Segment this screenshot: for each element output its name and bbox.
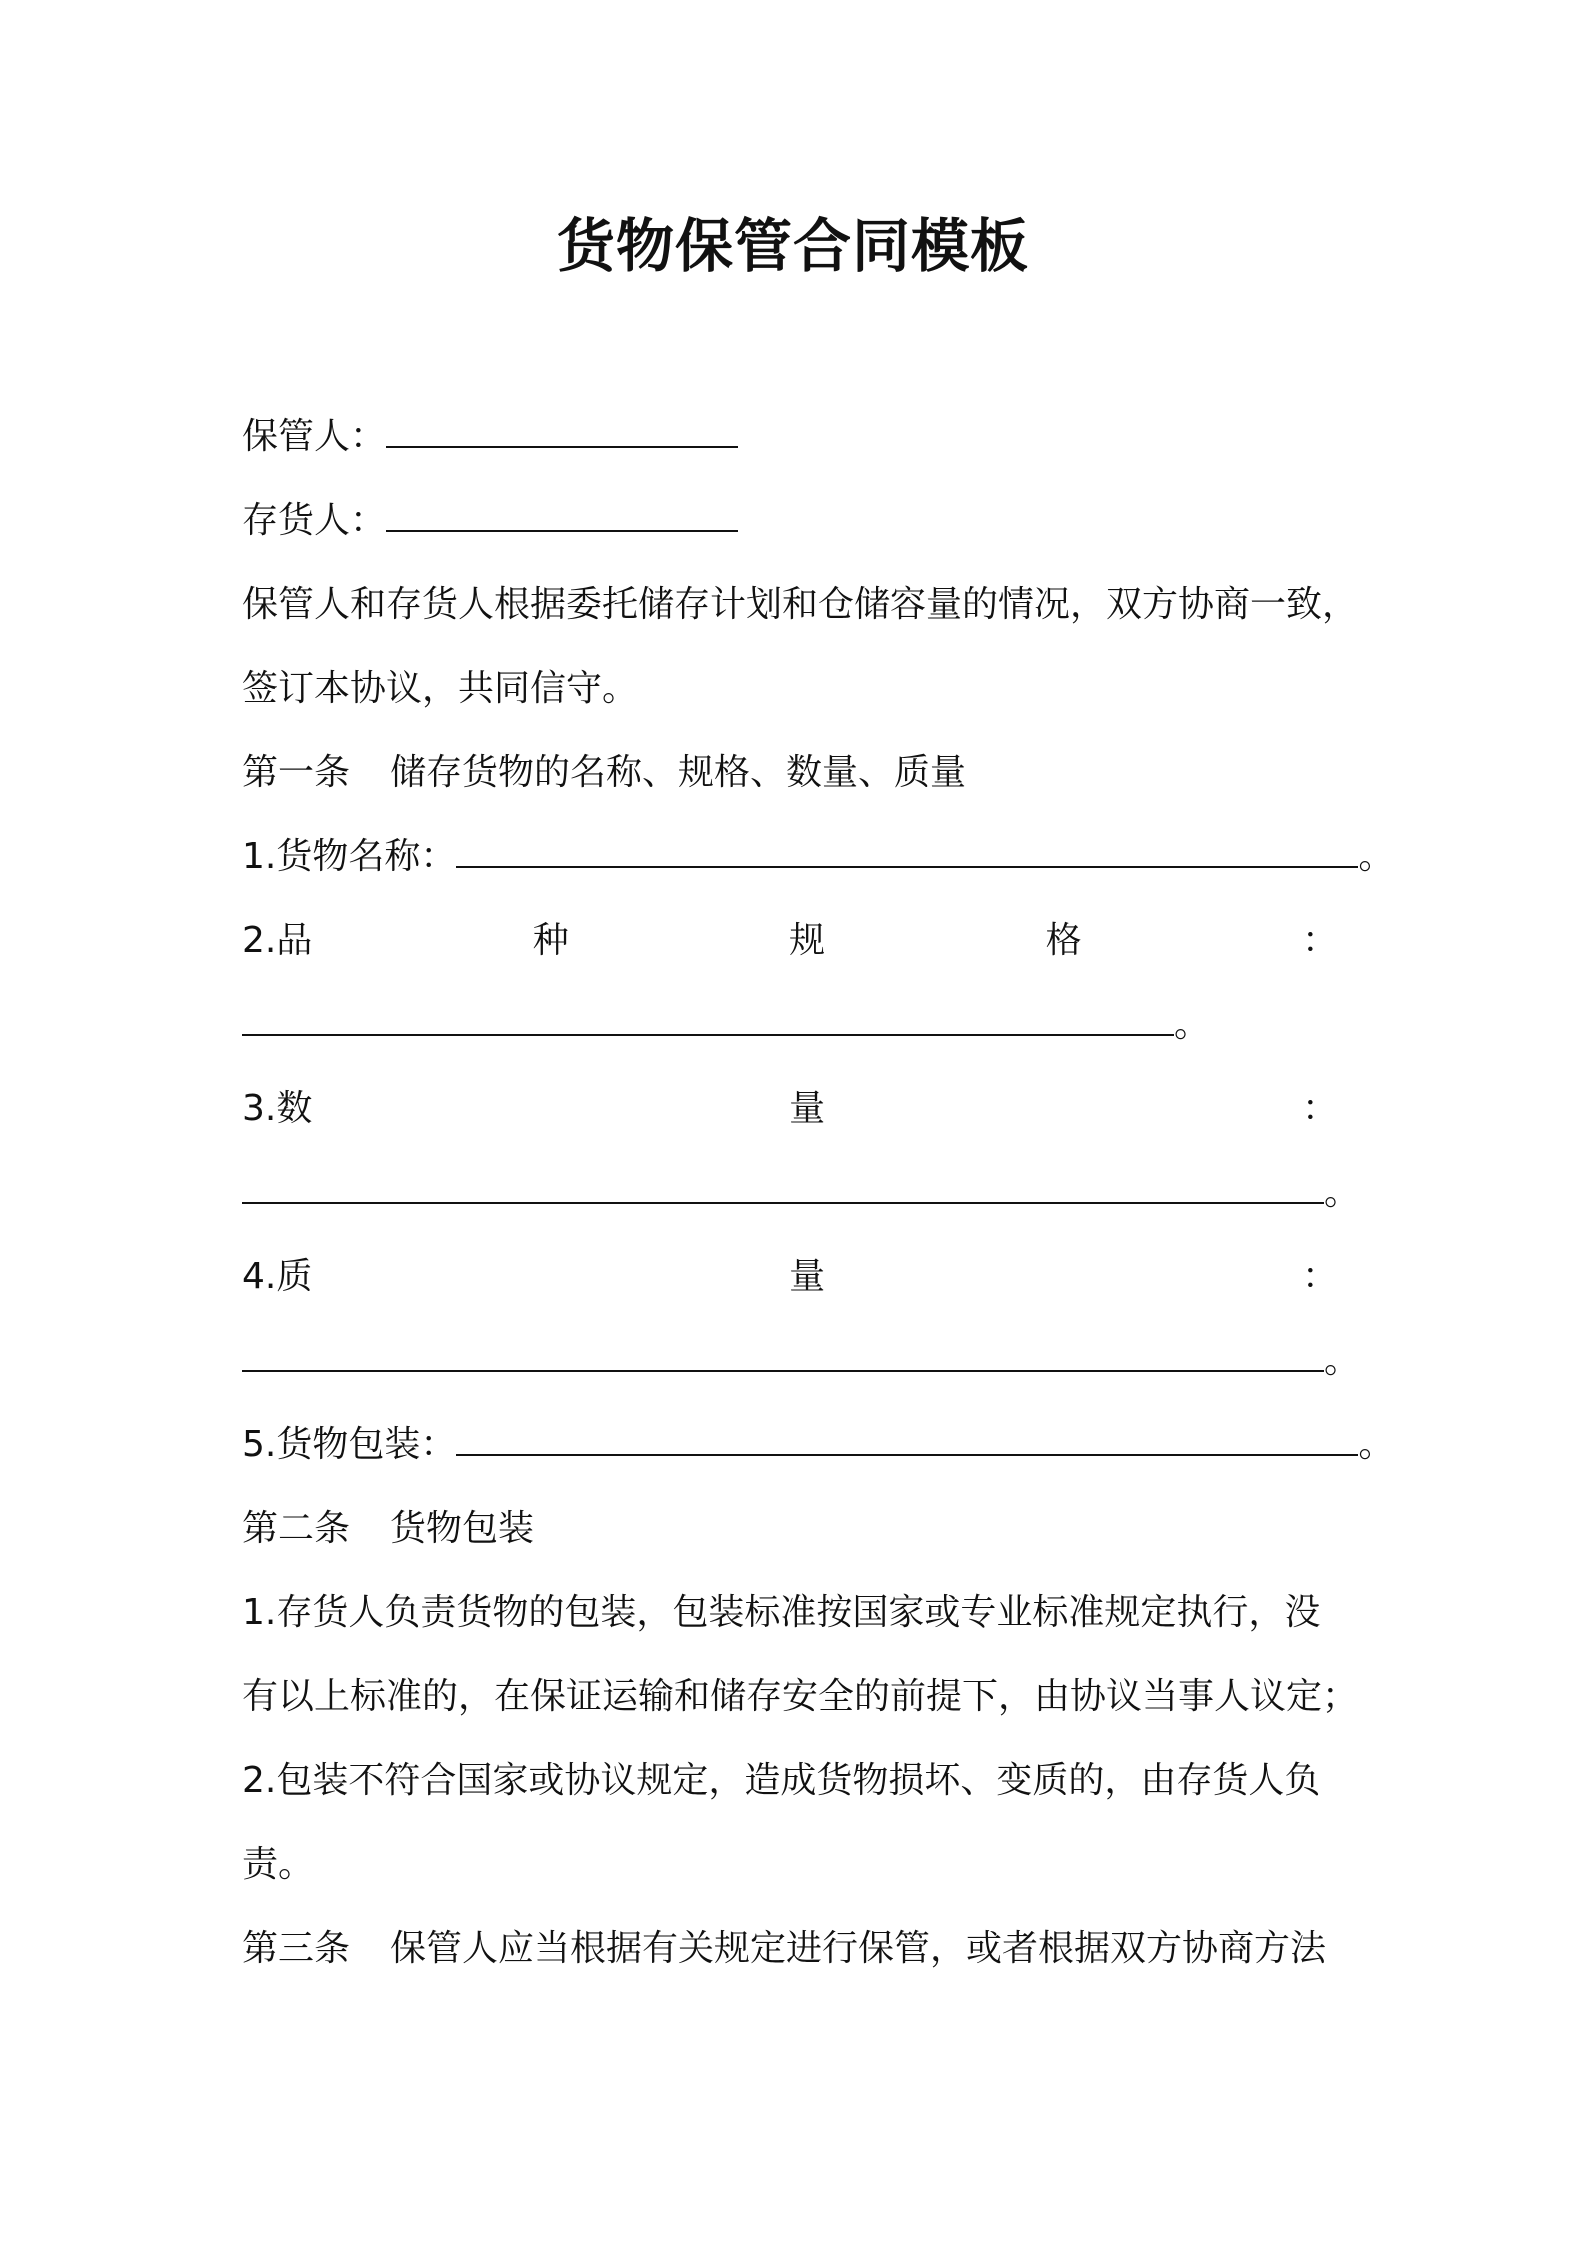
item2-char-3: 规: [789, 920, 826, 961]
item5-end: 。: [1358, 1424, 1395, 1465]
item4-blank[interactable]: [242, 1340, 1324, 1372]
article1-number: 第一条: [242, 752, 351, 793]
keeper-label: 保管人：: [242, 416, 387, 457]
item3-label: 3.数: [242, 1088, 313, 1129]
article2-p2-line-1: 2.包装不符合国家或协议规定，造成货物损坏、变质的，由存货人负: [242, 1760, 1321, 1801]
article2-p2-line-2: 责。: [242, 1844, 315, 1885]
item4-colon: ：: [1301, 1256, 1338, 1297]
item2-blank[interactable]: [242, 1004, 1174, 1036]
item4-blank-line: [242, 1336, 1360, 1386]
item1-label: 1.货物名称：: [242, 836, 457, 877]
article3-heading: [242, 1924, 1326, 1974]
keeper-line: [242, 412, 738, 462]
item4-char-2: 量: [789, 1256, 826, 1297]
intro-line-2: 签订本协议，共同信守。: [242, 668, 639, 709]
article2-p1-line-1: 1.存货人负责货物的包装，包装标准按国家或专业标准规定执行，没: [242, 1592, 1321, 1633]
article2-p1-line-2: 有以上标准的，在保证运输和储存安全的前提下，由协议当事人议定；: [242, 1676, 1359, 1717]
item3-char-2: 量: [789, 1088, 826, 1129]
item1-blank[interactable]: [456, 836, 1358, 868]
item4-end: 。: [1324, 1340, 1361, 1381]
item2-label: 2.品: [242, 920, 313, 961]
article3-text: 保管人应当根据有关规定进行保管，或者根据双方协商方法: [390, 1928, 1327, 1969]
item5-blank[interactable]: [456, 1424, 1358, 1456]
item2-char-2: 种: [532, 920, 569, 961]
item5-line: [242, 1420, 1394, 1470]
item3-colon: ：: [1301, 1088, 1338, 1129]
item5-label: 5.货物包装：: [242, 1424, 457, 1465]
item2-char-4: 格: [1045, 920, 1082, 961]
article2-number: 第二条: [242, 1508, 351, 1549]
depositor-blank[interactable]: [386, 500, 738, 532]
article2-heading: [242, 1504, 534, 1554]
item3-line: [242, 1084, 1338, 1134]
article1-heading: [242, 748, 966, 798]
item3-blank[interactable]: [242, 1172, 1324, 1204]
item2-colon: ：: [1301, 920, 1338, 961]
document-title: 货物保管合同模板: [556, 212, 1029, 280]
item2-line: [242, 916, 1338, 966]
item1-end: 。: [1358, 836, 1395, 877]
item4-line: [242, 1252, 1338, 1302]
item2-blank-line: [242, 1000, 1210, 1050]
item2-end: 。: [1174, 1004, 1211, 1045]
item1-line: [242, 832, 1394, 882]
article1-title: 储存货物的名称、规格、数量、质量: [390, 752, 967, 793]
article3-number: 第三条: [242, 1928, 351, 1969]
intro-line-1: 保管人和存货人根据委托储存计划和仓储容量的情况，双方协商一致，: [242, 584, 1359, 625]
item4-label: 4.质: [242, 1256, 313, 1297]
depositor-label: 存货人：: [242, 500, 387, 541]
article2-title: 货物包装: [390, 1508, 535, 1549]
item3-blank-line: [242, 1168, 1360, 1218]
depositor-line: [242, 496, 738, 546]
keeper-blank[interactable]: [386, 416, 738, 448]
item3-end: 。: [1324, 1172, 1361, 1213]
